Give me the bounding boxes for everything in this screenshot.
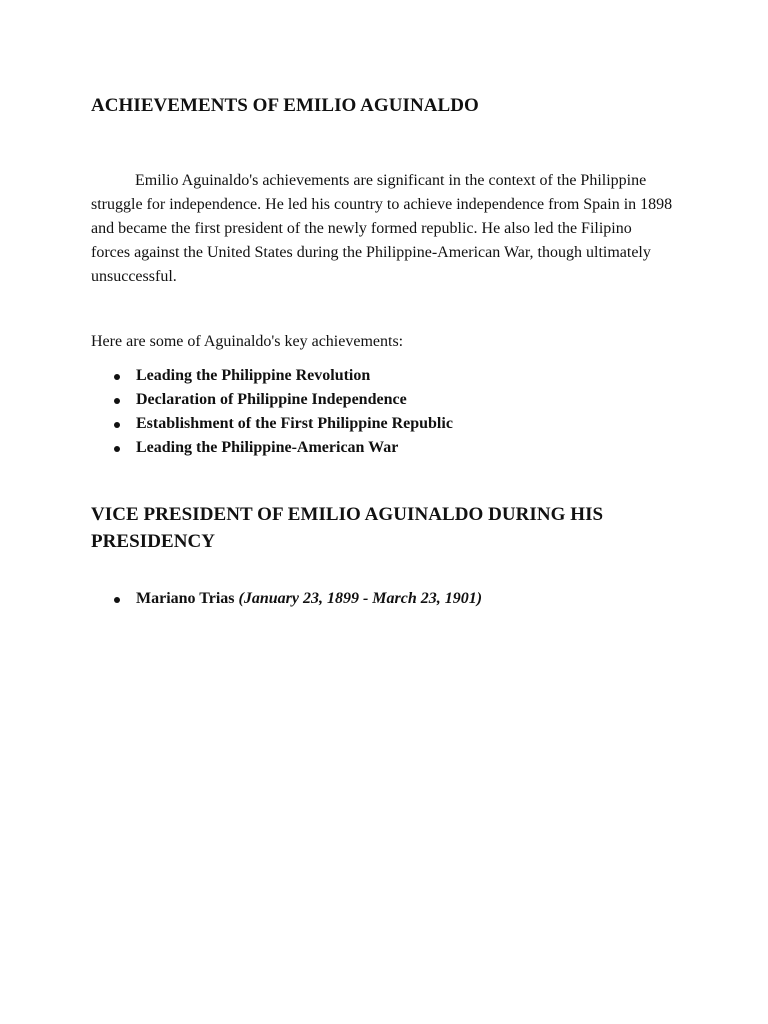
bullet-icon [114,374,120,380]
vice-president-list [91,587,482,611]
achievements-list [91,364,453,460]
list-item [91,436,453,460]
list-item [91,412,453,436]
list-item [91,587,482,611]
bullet-icon [114,422,120,428]
bullet-icon [114,597,120,603]
vice-president-term: (January 23, 1899 - March 23, 1901) [238,590,483,607]
section-heading-vice-president: VICE PRESIDENT OF EMILIO AGUINALDO DURING HIS PRESIDENCY [91,504,604,552]
achievement-text: Leading the Philippine Revolution [136,367,371,384]
list-item [91,364,453,388]
achievement-text: Leading the Philippine-American War [136,439,399,456]
list-item [91,388,453,412]
achievement-text: Establishment of the First Philippine Republic [136,415,453,432]
achievements-intro: Here are some of Aguinaldo's key achievements: [91,333,404,350]
vice-president-name: Mariano Trias [136,590,235,607]
bullet-icon [114,446,120,452]
achievement-text: Declaration of Philippine Independence [136,391,407,408]
intro-paragraph: Emilio Aguinaldo's achievements are significant in the context of the Philippine struggle for independence. He led his country to achieve independence from Spain in 1898 and became the first president of the newly formed republic. He also led the Filipino forces against the United States during the Philippine-American War, though ultimately unsuccessful. [91,172,673,285]
page-title: ACHIEVEMENTS OF EMILIO AGUINALDO [91,95,479,116]
bullet-icon [114,398,120,404]
